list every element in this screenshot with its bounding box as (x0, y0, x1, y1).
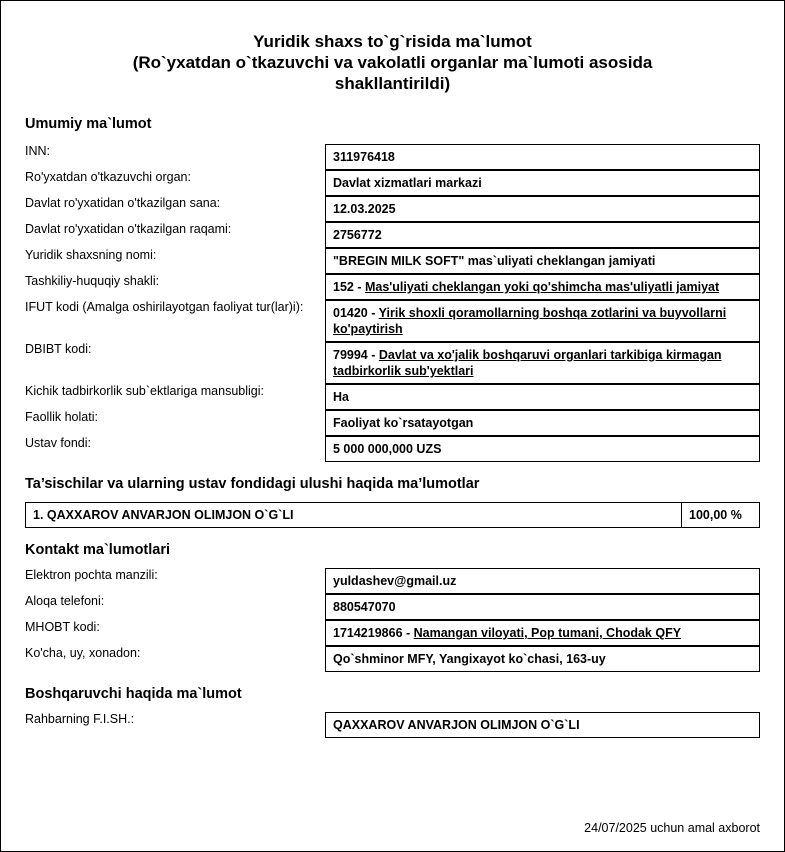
field-value-cell (325, 342, 760, 384)
field-value: yuldashev@gmail.uz (325, 568, 760, 594)
table-row (25, 170, 760, 196)
field-label: Ro'yxatdan o'tkazuvchi organ: (25, 170, 191, 184)
field-value-cell (325, 712, 760, 738)
section-heading-manager: Boshqaruvchi haqida ma`lumot (25, 686, 242, 702)
page-title (37, 31, 748, 94)
field-value: QAXXAROV ANVARJON OLIMJON O`G`LI (325, 712, 760, 738)
table-row (25, 436, 760, 462)
field-value-cell (325, 144, 760, 170)
table-row (25, 274, 760, 300)
contacts-table (25, 568, 760, 672)
section-heading-general: Umumiy ma`lumot (25, 116, 152, 132)
field-value-cell (325, 620, 760, 646)
general-info-table (25, 144, 760, 462)
field-label: Ustav fondi: (25, 436, 92, 450)
field-value-cell (325, 300, 760, 342)
founder-row (25, 502, 760, 528)
field-label: Kichik tadbirkorlik sub`ektlariga mansubligi: (25, 384, 264, 398)
field-label: IFUT kodi (Amalga oshirilayotgan faoliyat tur(lar)i): (25, 300, 304, 314)
document-body (1, 1, 784, 748)
field-value-cell (325, 170, 760, 196)
field-value: 01420 - Yirik shoxli qoramollarning boshqa zotlarini va buyvollarni ko'paytirish (325, 300, 760, 342)
field-value: 79994 - Davlat va xo'jalik boshqaruvi organlari tarkibiga kirmagan tadbirkorlik sub'yektlari (325, 342, 760, 384)
table-row (25, 342, 760, 384)
field-value-cell (325, 646, 760, 672)
field-value-cell (325, 384, 760, 410)
field-label: Elektron pochta manzili: (25, 568, 158, 582)
field-label: Ko'cha, uy, xonadon: (25, 646, 141, 660)
field-value: 152 - Mas'uliyati cheklangan yoki qo'shimcha mas'uliyatli jamiyat (325, 274, 760, 300)
field-value: "BREGIN MILK SOFT" mas`uliyati cheklangan jamiyati (325, 248, 760, 274)
section-heading-founders: Ta’sischilar va ularning ustav fondidagi ulushi haqida ma’lumotlar (25, 476, 480, 492)
field-value-cell (325, 248, 760, 274)
field-value-cell (325, 436, 760, 462)
table-row (25, 568, 760, 594)
table-row (25, 620, 760, 646)
table-row (25, 300, 760, 342)
field-value-cell (325, 594, 760, 620)
table-row (25, 384, 760, 410)
field-value: Ha (325, 384, 760, 410)
field-value: 1714219866 - Namangan viloyati, Pop tumani, Chodak QFY (325, 620, 760, 646)
manager-table (25, 712, 760, 738)
field-value: 12.03.2025 (325, 196, 760, 222)
field-label: Davlat ro'yxatidan o'tkazilgan raqami: (25, 222, 232, 236)
field-value: Qo`shminor MFY, Yangixayot ko`chasi, 163-uy (325, 646, 760, 672)
table-row (25, 196, 760, 222)
founder-share: 100,00 % (682, 502, 760, 528)
field-value: 880547070 (325, 594, 760, 620)
field-label: Davlat ro'yxatidan o'tkazilgan sana: (25, 196, 221, 210)
table-row (25, 594, 760, 620)
field-value-cell (325, 568, 760, 594)
field-value-cell (325, 196, 760, 222)
page-title-line-2: (Ro`yxatdan o`tkazuvchi va vakolatli organlar ma`lumoti asosida (132, 53, 653, 72)
field-value-cell (325, 222, 760, 248)
table-row (25, 144, 760, 170)
table-row (25, 222, 760, 248)
page-title-line-3: shakllantirildi) (334, 74, 451, 93)
field-label: DBIBT kodi: (25, 342, 92, 356)
field-label: MHOBT kodi: (25, 620, 100, 634)
field-label: Tashkiliy-huquqiy shakli: (25, 274, 160, 288)
table-row (25, 646, 760, 672)
table-row (25, 410, 760, 436)
field-value: Faoliyat ko`rsatayotgan (325, 410, 760, 436)
field-value: 2756772 (325, 222, 760, 248)
field-label: Yuridik shaxsning nomi: (25, 248, 157, 262)
table-row (25, 248, 760, 274)
page-title-line-1: Yuridik shaxs to`g`risida ma`lumot (253, 32, 532, 51)
table-row (25, 712, 760, 738)
field-value: 5 000 000,000 UZS (325, 436, 760, 462)
field-label: Faollik holati: (25, 410, 98, 424)
field-label: Rahbarning F.I.SH.: (25, 712, 135, 726)
footer-note: 24/07/2025 uchun amal axborot (584, 821, 760, 835)
field-value: 311976418 (325, 144, 760, 170)
field-value: Davlat xizmatlari markazi (325, 170, 760, 196)
field-label: Aloqa telefoni: (25, 594, 105, 608)
section-heading-contacts: Kontakt ma`lumotlari (25, 542, 171, 558)
field-value-cell (325, 274, 760, 300)
field-value-cell (325, 410, 760, 436)
founder-name: 1. QAXXAROV ANVARJON OLIMJON O`G`LI (25, 502, 682, 528)
field-label: INN: (25, 144, 50, 158)
